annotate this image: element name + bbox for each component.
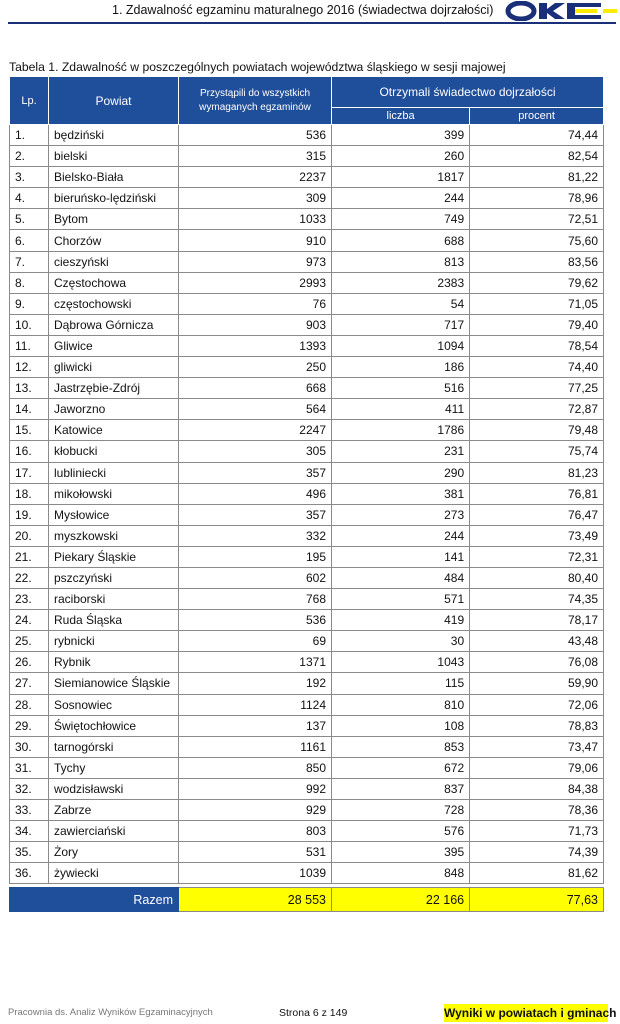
row-powiat: lubliniecki [49, 462, 179, 483]
table-row [10, 567, 604, 588]
row-przystapili: 803 [179, 821, 332, 842]
summary-przystapili: 28 553 [179, 888, 332, 912]
row-procent: 74,35 [470, 589, 604, 610]
row-procent: 82,54 [470, 146, 604, 167]
row-powiat: pszczyński [49, 567, 179, 588]
row-przystapili: 305 [179, 441, 332, 462]
row-przystapili: 903 [179, 314, 332, 335]
row-powiat: Zabrze [49, 800, 179, 821]
row-powiat: Mysłowice [49, 504, 179, 525]
row-powiat: Tychy [49, 757, 179, 778]
row-liczba: 1817 [332, 167, 470, 188]
table-row [10, 125, 604, 146]
row-powiat: bielski [49, 146, 179, 167]
row-lp: 17. [10, 462, 49, 483]
table-row [10, 800, 604, 821]
row-lp: 26. [10, 652, 49, 673]
row-powiat: Bielsko-Biała [49, 167, 179, 188]
row-powiat: Świętochłowice [49, 715, 179, 736]
oke-logo [505, 1, 617, 21]
row-lp: 14. [10, 399, 49, 420]
row-procent: 43,48 [470, 631, 604, 652]
table-row [10, 504, 604, 525]
row-procent: 72,31 [470, 546, 604, 567]
table-row [10, 673, 604, 694]
row-liczba: 231 [332, 441, 470, 462]
row-liczba: 571 [332, 589, 470, 610]
row-procent: 80,40 [470, 567, 604, 588]
row-lp: 30. [10, 736, 49, 757]
row-przystapili: 332 [179, 525, 332, 546]
table-row [10, 188, 604, 209]
row-liczba: 1094 [332, 335, 470, 356]
row-powiat: Ruda Śląska [49, 610, 179, 631]
row-przystapili: 137 [179, 715, 332, 736]
row-liczba: 108 [332, 715, 470, 736]
row-przystapili: 668 [179, 378, 332, 399]
row-powiat: Siemianowice Śląskie [49, 673, 179, 694]
row-powiat: cieszyński [49, 251, 179, 272]
row-przystapili: 76 [179, 293, 332, 314]
table-row [10, 652, 604, 673]
row-procent: 73,47 [470, 736, 604, 757]
row-liczba: 576 [332, 821, 470, 842]
table-row [10, 230, 604, 251]
row-liczba: 395 [332, 842, 470, 863]
row-liczba: 273 [332, 504, 470, 525]
row-procent: 71,73 [470, 821, 604, 842]
row-procent: 81,62 [470, 863, 604, 884]
row-powiat: Częstochowa [49, 272, 179, 293]
row-powiat: raciborski [49, 589, 179, 610]
footer-section-badge: Wyniki w powiatach i gminach [444, 1006, 617, 1020]
summary-procent: 77,63 [470, 888, 604, 912]
row-liczba: 728 [332, 800, 470, 821]
row-przystapili: 315 [179, 146, 332, 167]
row-przystapili: 768 [179, 589, 332, 610]
row-powiat: Katowice [49, 420, 179, 441]
row-powiat: bieruńsko-lędziński [49, 188, 179, 209]
row-procent: 78,36 [470, 800, 604, 821]
row-lp: 16. [10, 441, 49, 462]
row-liczba: 837 [332, 778, 470, 799]
row-przystapili: 1033 [179, 209, 332, 230]
row-procent: 77,25 [470, 378, 604, 399]
row-procent: 72,87 [470, 399, 604, 420]
results-table [9, 76, 604, 912]
row-powiat: Rybnik [49, 652, 179, 673]
row-liczba: 244 [332, 188, 470, 209]
row-przystapili: 1124 [179, 694, 332, 715]
row-przystapili: 2237 [179, 167, 332, 188]
row-lp: 20. [10, 525, 49, 546]
row-lp: 31. [10, 757, 49, 778]
table-row [10, 272, 604, 293]
row-liczba: 290 [332, 462, 470, 483]
row-powiat: kłobucki [49, 441, 179, 462]
row-przystapili: 309 [179, 188, 332, 209]
row-lp: 19. [10, 504, 49, 525]
row-przystapili: 2993 [179, 272, 332, 293]
row-przystapili: 564 [179, 399, 332, 420]
row-powiat: Jaworzno [49, 399, 179, 420]
row-procent: 79,40 [470, 314, 604, 335]
row-lp: 15. [10, 420, 49, 441]
row-lp: 12. [10, 357, 49, 378]
row-procent: 74,44 [470, 125, 604, 146]
row-lp: 27. [10, 673, 49, 694]
table-row [10, 293, 604, 314]
table-row [10, 378, 604, 399]
row-przystapili: 1161 [179, 736, 332, 757]
table-row [10, 146, 604, 167]
row-przystapili: 69 [179, 631, 332, 652]
row-lp: 2. [10, 146, 49, 167]
col-header-powiat: Powiat [49, 77, 179, 125]
row-liczba: 484 [332, 567, 470, 588]
table-row [10, 483, 604, 504]
row-lp: 7. [10, 251, 49, 272]
row-przystapili: 602 [179, 567, 332, 588]
row-lp: 22. [10, 567, 49, 588]
row-lp: 29. [10, 715, 49, 736]
row-przystapili: 496 [179, 483, 332, 504]
table-row [10, 251, 604, 272]
table-row [10, 357, 604, 378]
row-procent: 79,06 [470, 757, 604, 778]
row-lp: 6. [10, 230, 49, 251]
table-row [10, 610, 604, 631]
row-przystapili: 1393 [179, 335, 332, 356]
row-liczba: 688 [332, 230, 470, 251]
row-procent: 75,74 [470, 441, 604, 462]
table-row [10, 757, 604, 778]
col-header-lp: Lp. [10, 77, 49, 125]
row-przystapili: 850 [179, 757, 332, 778]
table-row [10, 525, 604, 546]
table-row [10, 736, 604, 757]
row-przystapili: 536 [179, 125, 332, 146]
row-liczba: 115 [332, 673, 470, 694]
row-przystapili: 195 [179, 546, 332, 567]
row-przystapili: 192 [179, 673, 332, 694]
row-liczba: 30 [332, 631, 470, 652]
row-procent: 78,96 [470, 188, 604, 209]
row-powiat: wodzisławski [49, 778, 179, 799]
col-header-liczba: liczba [332, 108, 470, 125]
row-powiat: Gliwice [49, 335, 179, 356]
row-lp: 21. [10, 546, 49, 567]
row-przystapili: 531 [179, 842, 332, 863]
table-row [10, 778, 604, 799]
row-powiat: Jastrzębie-Zdrój [49, 378, 179, 399]
table-row [10, 589, 604, 610]
row-lp: 11. [10, 335, 49, 356]
row-powiat: zawierciański [49, 821, 179, 842]
row-powiat: gliwicki [49, 357, 179, 378]
row-procent: 78,17 [470, 610, 604, 631]
table-row [10, 546, 604, 567]
row-procent: 78,54 [470, 335, 604, 356]
row-liczba: 516 [332, 378, 470, 399]
page-header-title: 1. Zdawalność egzaminu maturalnego 2016 (świadectwa dojrzałości) [112, 3, 494, 17]
table-row [10, 715, 604, 736]
col-header-procent: procent [470, 108, 604, 125]
row-powiat: Chorzów [49, 230, 179, 251]
row-lp: 8. [10, 272, 49, 293]
row-liczba: 186 [332, 357, 470, 378]
row-liczba: 672 [332, 757, 470, 778]
row-lp: 3. [10, 167, 49, 188]
row-liczba: 813 [332, 251, 470, 272]
row-procent: 79,48 [470, 420, 604, 441]
row-lp: 10. [10, 314, 49, 335]
row-przystapili: 2247 [179, 420, 332, 441]
row-lp: 18. [10, 483, 49, 504]
row-lp: 1. [10, 125, 49, 146]
row-przystapili: 1039 [179, 863, 332, 884]
row-lp: 13. [10, 378, 49, 399]
table-row [10, 420, 604, 441]
row-powiat: Dąbrowa Górnicza [49, 314, 179, 335]
row-powiat: Bytom [49, 209, 179, 230]
row-procent: 72,06 [470, 694, 604, 715]
row-przystapili: 357 [179, 462, 332, 483]
table-body [10, 125, 604, 884]
row-liczba: 260 [332, 146, 470, 167]
table-row [10, 631, 604, 652]
header-divider [8, 22, 616, 24]
row-lp: 32. [10, 778, 49, 799]
row-lp: 36. [10, 863, 49, 884]
row-liczba: 810 [332, 694, 470, 715]
row-liczba: 419 [332, 610, 470, 631]
summary-label: Razem [10, 888, 179, 912]
row-powiat: myszkowski [49, 525, 179, 546]
row-lp: 28. [10, 694, 49, 715]
row-powiat: będziński [49, 125, 179, 146]
col-header-otrzymali: Otrzymali świadectwo dojrzałości [332, 77, 604, 108]
row-lp: 25. [10, 631, 49, 652]
row-przystapili: 992 [179, 778, 332, 799]
col-header-przystapili: Przystąpili do wszystkich wymaganych egzaminów [179, 77, 332, 125]
row-przystapili: 536 [179, 610, 332, 631]
table-caption: Tabela 1. Zdawalność w poszczególnych powiatach województwa śląskiego w sesji majowej [9, 60, 506, 74]
row-przystapili: 250 [179, 357, 332, 378]
row-liczba: 141 [332, 546, 470, 567]
row-przystapili: 973 [179, 251, 332, 272]
row-procent: 76,81 [470, 483, 604, 504]
row-procent: 74,40 [470, 357, 604, 378]
row-powiat: Żory [49, 842, 179, 863]
table-row [10, 462, 604, 483]
row-liczba: 749 [332, 209, 470, 230]
row-lp: 5. [10, 209, 49, 230]
row-liczba: 244 [332, 525, 470, 546]
row-procent: 84,38 [470, 778, 604, 799]
row-procent: 81,22 [470, 167, 604, 188]
row-procent: 81,23 [470, 462, 604, 483]
row-powiat: tarnogórski [49, 736, 179, 757]
row-liczba: 853 [332, 736, 470, 757]
table-row [10, 314, 604, 335]
row-liczba: 717 [332, 314, 470, 335]
row-liczba: 1043 [332, 652, 470, 673]
row-przystapili: 357 [179, 504, 332, 525]
row-lp: 24. [10, 610, 49, 631]
row-procent: 74,39 [470, 842, 604, 863]
row-przystapili: 929 [179, 800, 332, 821]
table-row [10, 399, 604, 420]
row-procent: 73,49 [470, 525, 604, 546]
row-procent: 71,05 [470, 293, 604, 314]
row-przystapili: 910 [179, 230, 332, 251]
row-lp: 23. [10, 589, 49, 610]
row-lp: 4. [10, 188, 49, 209]
row-lp: 35. [10, 842, 49, 863]
row-powiat: mikołowski [49, 483, 179, 504]
row-procent: 59,90 [470, 673, 604, 694]
row-procent: 78,83 [470, 715, 604, 736]
page-number: Strona 6 z 149 [279, 1007, 348, 1019]
row-procent: 79,62 [470, 272, 604, 293]
row-powiat: Sosnowiec [49, 694, 179, 715]
row-lp: 33. [10, 800, 49, 821]
table-row [10, 842, 604, 863]
row-liczba: 399 [332, 125, 470, 146]
row-liczba: 848 [332, 863, 470, 884]
table-row [10, 167, 604, 188]
table-row [10, 821, 604, 842]
row-przystapili: 1371 [179, 652, 332, 673]
table-summary-row [10, 888, 604, 912]
row-procent: 83,56 [470, 251, 604, 272]
row-procent: 75,60 [470, 230, 604, 251]
row-liczba: 381 [332, 483, 470, 504]
row-powiat: częstochowski [49, 293, 179, 314]
table-row [10, 209, 604, 230]
table-row [10, 441, 604, 462]
row-lp: 9. [10, 293, 49, 314]
summary-liczba: 22 166 [332, 888, 470, 912]
table-row [10, 863, 604, 884]
row-liczba: 54 [332, 293, 470, 314]
row-liczba: 2383 [332, 272, 470, 293]
table-row [10, 335, 604, 356]
table-row [10, 694, 604, 715]
row-liczba: 1786 [332, 420, 470, 441]
row-powiat: żywiecki [49, 863, 179, 884]
row-powiat: rybnicki [49, 631, 179, 652]
row-liczba: 411 [332, 399, 470, 420]
footer-left-text: Pracownia ds. Analiz Wyników Egzaminacyjnych [8, 1007, 213, 1018]
row-procent: 76,47 [470, 504, 604, 525]
row-lp: 34. [10, 821, 49, 842]
row-powiat: Piekary Śląskie [49, 546, 179, 567]
row-procent: 76,08 [470, 652, 604, 673]
row-procent: 72,51 [470, 209, 604, 230]
